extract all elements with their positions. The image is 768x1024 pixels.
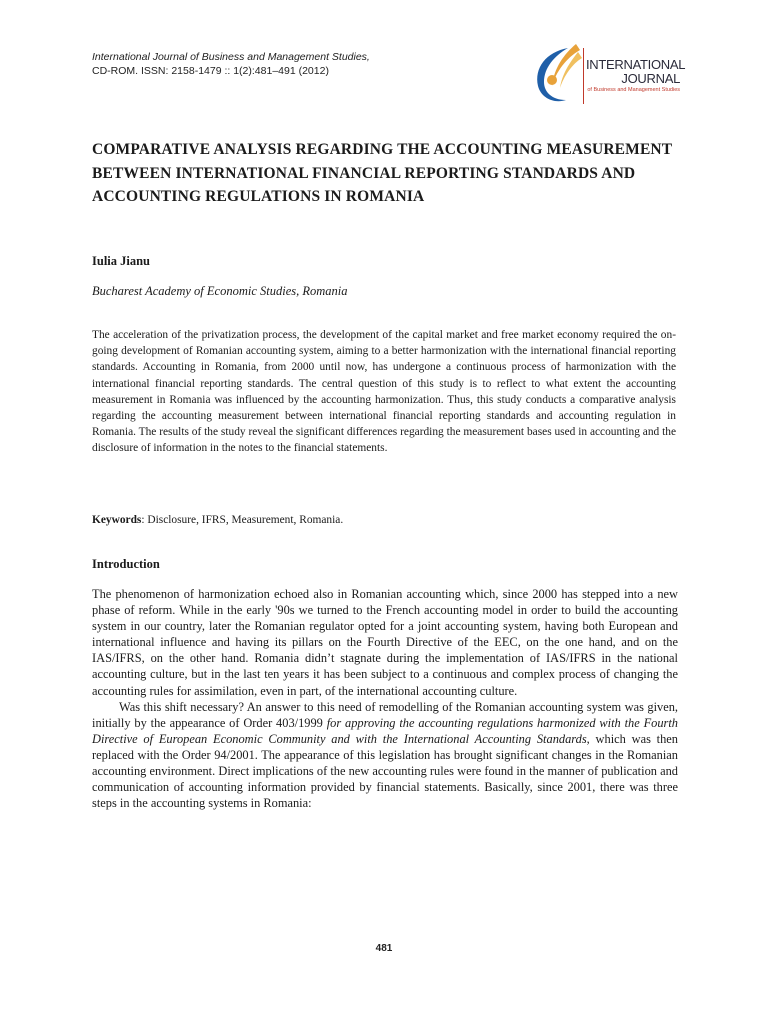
author-name: Iulia Jianu	[92, 254, 151, 268]
paper-title: COMPARATIVE ANALYSIS REGARDING THE ACCOUNTING MEASUREMENT BETWEEN INTERNATIONAL FINANCIAL REPORTING STANDARDS AND ACCOUNTING REGULATIONS IN ROMANIA	[92, 141, 672, 205]
logo-text-journal: JOURNAL	[621, 71, 680, 86]
journal-logo	[528, 40, 688, 110]
journal-name: International Journal of Business and Management Studies,	[92, 51, 370, 63]
page-number: 481	[375, 943, 393, 954]
logo-text-international: INTERNATIONAL	[586, 57, 686, 72]
introduction-body	[92, 586, 678, 811]
paragraph-2-order-title: for approving the accounting regulations harmonized with the Fourth Directive of European Economic Community and with the International Accounting Standards	[92, 715, 678, 746]
introduction-paragraph-1: The phenomenon of harmonization echoed also in Romanian accounting which, since 2000 has stepped into a new phase of reform. While in the early '90s we turned to the French accounting model in order to build the accounting system in our country, later the Romanian regulator opted for a joint accounting system, having both European and international influence and having its pillars on the Fourth Directive of the EEC, on the one hand, and on the IAS/IFRS, on the other hand. Romania didn’t stagnate during the implementation of IAS/IFRS in the national accounting culture, but in the last ten years it has been subject to a continuous and complex process of changing the accounting rules for assimilation, even in part, of the international accounting culture.	[92, 587, 678, 698]
keywords-label: Keywords	[92, 514, 142, 526]
introduction-paragraph-2	[92, 699, 678, 812]
keywords	[92, 512, 676, 528]
logo-divider	[583, 48, 584, 104]
keywords-value: : Disclosure, IFRS, Measurement, Romania.	[141, 514, 344, 526]
journal-issn: CD-ROM. ISSN: 2158-1479 :: 1(2):481–491 (2012)	[92, 65, 329, 77]
paragraph-2-text-end: , which was then replaced with the Order 94/2001. The appearance of this legislation has brought significant changes in the Romanian accounting environment. Direct implications of the new accounting rules were found in the manner of publication and communication of accounting information provided by financial statements. Basically, since 2001, there was three steps in the accounting systems in Romania:	[92, 731, 679, 811]
abstract: The acceleration of the privatization process, the development of the capital market and free market economy required the on-going development of Romanian accounting system, aiming to a better harmonization with the international financial reporting standards. Accounting in Romania, from 2000 until now, has undergone a continuous process of harmonization with the international financial reporting standards. The central question of this study is to reflect to what extent the accounting measurement in Romania was influenced by the accounting harmonization. Thus, this study conducts a comparative analysis regarding the accounting measurement between international financial reporting standards and accounting regulation in Romania. The results of the study reveal the significant differences regarding the measurement bases used in accounting and the disclosure of information in the notes to the financial statements.	[92, 329, 676, 455]
section-heading-introduction: Introduction	[92, 557, 160, 571]
journal-header	[92, 50, 512, 78]
logo-text-subtitle: of Business and Management Studies	[587, 87, 680, 93]
author-affiliation: Bucharest Academy of Economic Studies, Romania	[92, 284, 348, 298]
paragraph-2-text-start: Was this shift necessary? An answer to this need of remodelling of the Romanian accounting system was given, initially by the appearance of Order 403/1999	[92, 699, 678, 730]
journal-logo-emblem-icon	[528, 40, 584, 110]
